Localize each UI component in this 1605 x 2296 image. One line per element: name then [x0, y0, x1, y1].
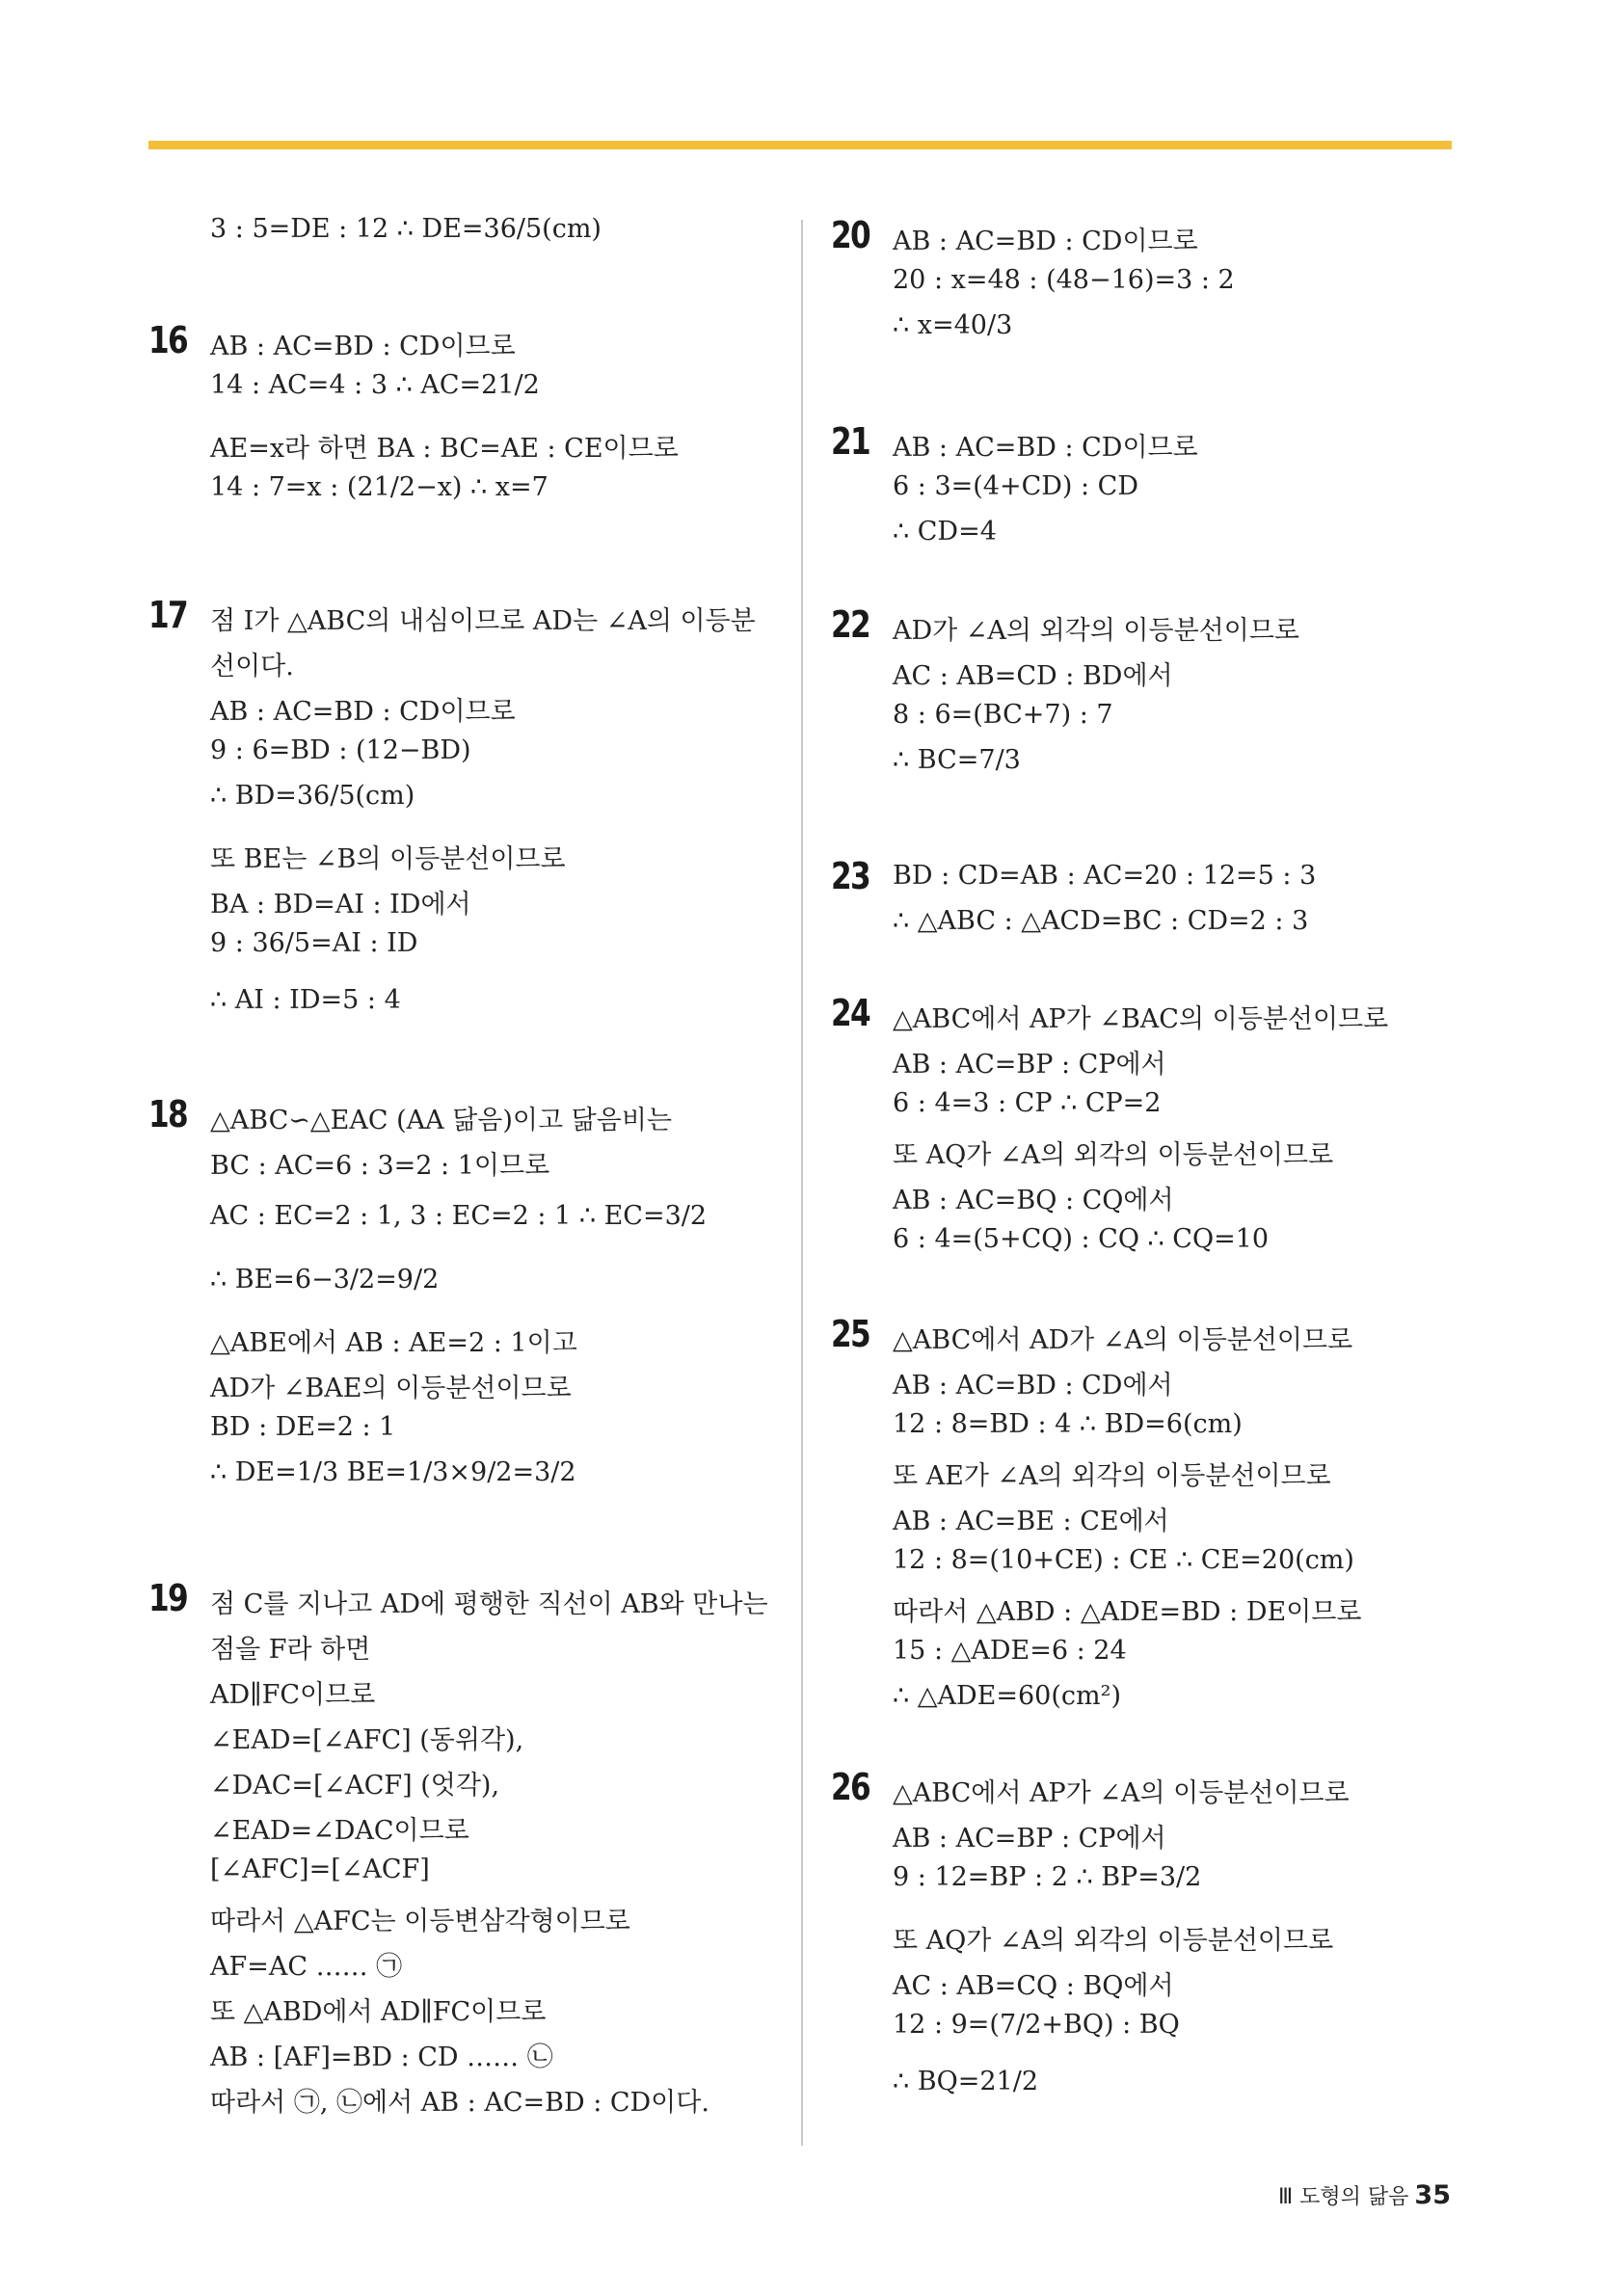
- solution-line: 9 : 12=BP : 2 ∴ BP=3/2: [893, 1862, 1202, 1892]
- solution-line: AC : AB=CQ : BQ에서: [893, 1971, 1174, 2001]
- solution-line: AB : AC=BD : CD이므로: [893, 433, 1198, 463]
- section-title: Ⅲ 도형의 닮음: [1278, 2185, 1409, 2209]
- solution-line: △ABC에서 AP가 ∠A의 이등분선이므로: [893, 1778, 1350, 1808]
- problem-number: 19: [148, 1577, 188, 1619]
- solution-line: △ABC에서 AP가 ∠BAC의 이등분선이므로: [893, 1004, 1389, 1034]
- solution-line: 또 △ABD에서 AD∥FC이므로: [210, 1997, 547, 2027]
- solution-line: ∴ CD=4: [893, 517, 997, 547]
- solution-line: AD가 ∠A의 외각의 이등분선이므로: [893, 616, 1299, 646]
- solution-line: AB : AC=BD : CD에서: [893, 1371, 1173, 1401]
- solution-line: ∠DAC=[∠ACF] (엇각),: [210, 1771, 500, 1801]
- solution-line: 또 AE가 ∠A의 외각의 이등분선이므로: [893, 1461, 1331, 1491]
- solution-line: [∠AFC]=[∠ACF]: [210, 1855, 430, 1884]
- solution-line: ∠EAD=[∠AFC] (동위각),: [210, 1725, 524, 1755]
- problem-number: 17: [148, 594, 188, 636]
- solution-line: 9 : 36/5=AI : ID: [210, 928, 418, 958]
- solution-line: 6 : 4=3 : CP ∴ CP=2: [893, 1088, 1162, 1118]
- solution-line: 9 : 6=BD : (12−BD): [210, 735, 471, 765]
- problem-number: 20: [831, 214, 870, 256]
- solution-line: 선이다.: [210, 652, 294, 681]
- top-accent-bar: [148, 141, 1452, 149]
- solution-line: ∴ △ABC : △ACD=BC : CD=2 : 3: [893, 906, 1309, 936]
- solution-line: 따라서 ㉠, ㉡에서 AB : AC=BD : CD이다.: [210, 2088, 709, 2118]
- solution-line: AB : AC=BD : CD이므로: [210, 697, 516, 727]
- solution-line: 3 : 5=DE : 12 ∴ DE=36/5(cm): [210, 214, 602, 244]
- solution-line: 8 : 6=(BC+7) : 7: [893, 700, 1113, 730]
- problem-number: 24: [831, 992, 870, 1034]
- solution-line: 또 AQ가 ∠A의 외각의 이등분선이므로: [893, 1926, 1334, 1956]
- solution-line: 6 : 4=(5+CQ) : CQ ∴ CQ=10: [893, 1224, 1270, 1254]
- solution-line: AC : EC=2 : 1, 3 : EC=2 : 1 ∴ EC=3/2: [210, 1201, 708, 1231]
- solution-line: 12 : 9=(7/2+BQ) : BQ: [893, 2010, 1180, 2040]
- solution-line: 14 : AC=4 : 3 ∴ AC=21/2: [210, 370, 540, 400]
- solution-line: 20 : x=48 : (48−16)=3 : 2: [893, 265, 1235, 295]
- problem-number: 25: [831, 1313, 870, 1355]
- solution-line: AC : AB=CD : BD에서: [893, 661, 1173, 691]
- solution-line: AB : AC=BD : CD이므로: [893, 227, 1198, 256]
- solution-line: △ABE에서 AB : AE=2 : 1이고: [210, 1328, 577, 1358]
- column-divider: [801, 220, 803, 2146]
- solution-line: 점을 F라 하면: [210, 1635, 371, 1665]
- solution-line: ∴ AI : ID=5 : 4: [210, 985, 401, 1015]
- solution-line: △ABC에서 AD가 ∠A의 이등분선이므로: [893, 1325, 1353, 1355]
- solution-line: AB : AC=BP : CP에서: [893, 1050, 1166, 1080]
- page-number: 35: [1414, 2180, 1451, 2210]
- solution-line: 14 : 7=x : (21/2−x) ∴ x=7: [210, 472, 548, 502]
- solution-line: BD : DE=2 : 1: [210, 1412, 396, 1442]
- solution-line: ∴ DE=1/3 BE=1/3×9/2=3/2: [210, 1457, 576, 1487]
- solution-line: AF=AC …… ㉠: [210, 1952, 403, 1982]
- problem-number: 18: [148, 1093, 188, 1135]
- problem-number: 26: [831, 1766, 870, 1808]
- solution-line: AB : AC=BE : CE에서: [893, 1507, 1169, 1536]
- solution-line: AB : AC=BP : CP에서: [893, 1824, 1166, 1854]
- solution-line: ∠EAD=∠DAC이므로: [210, 1816, 469, 1846]
- problem-number: 22: [831, 603, 870, 646]
- problem-number: 16: [148, 319, 188, 361]
- solution-line: AB : [AF]=BD : CD …… ㉡: [210, 2042, 553, 2072]
- solution-line: 12 : 8=BD : 4 ∴ BD=6(cm): [893, 1409, 1243, 1439]
- solution-line: 점 I가 △ABC의 내심이므로 AD는 ∠A의 이등분: [210, 606, 756, 636]
- solution-line: ∴ BE=6−3/2=9/2: [210, 1265, 440, 1295]
- solution-line: 따라서 △ABD : △ADE=BD : DE이므로: [893, 1597, 1362, 1627]
- solution-line: 12 : 8=(10+CE) : CE ∴ CE=20(cm): [893, 1545, 1354, 1575]
- solution-line: 6 : 3=(4+CD) : CD: [893, 471, 1138, 501]
- solution-line: BA : BD=AI : ID에서: [210, 890, 471, 920]
- solution-line: AB : AC=BQ : CQ에서: [893, 1186, 1174, 1215]
- solution-line: △ABC∽△EAC (AA 닮음)이고 닮음비는: [210, 1106, 672, 1135]
- solution-line: ∴ △ADE=60(cm²): [893, 1681, 1121, 1711]
- problem-number: 23: [831, 855, 870, 897]
- solution-line: 따라서 △AFC는 이등변삼각형이므로: [210, 1907, 630, 1936]
- solution-line: ∴ BQ=21/2: [893, 2067, 1038, 2096]
- solution-line: 또 AQ가 ∠A의 외각의 이등분선이므로: [893, 1140, 1334, 1170]
- solution-line: 점 C를 지나고 AD에 평행한 직선이 AB와 만나는: [210, 1589, 768, 1619]
- solution-line: AE=x라 하면 BA : BC=AE : CE이므로: [210, 434, 679, 464]
- solution-line: 또 BE는 ∠B의 이등분선이므로: [210, 844, 566, 874]
- solution-line: AD∥FC이므로: [210, 1680, 376, 1710]
- solution-line: AD가 ∠BAE의 이등분선이므로: [210, 1374, 572, 1403]
- page-footer: [1278, 2180, 1451, 2210]
- solution-line: ∴ BC=7/3: [893, 745, 1021, 775]
- problem-number: 21: [831, 420, 870, 463]
- solution-line: BC : AC=6 : 3=2 : 1이므로: [210, 1151, 550, 1181]
- solution-line: 15 : △ADE=6 : 24: [893, 1636, 1127, 1666]
- solution-line: BD : CD=AB : AC=20 : 12=5 : 3: [893, 861, 1317, 891]
- solution-line: ∴ x=40/3: [893, 310, 1013, 340]
- solution-line: ∴ BD=36/5(cm): [210, 781, 415, 811]
- solution-line: AB : AC=BD : CD이므로: [210, 332, 516, 361]
